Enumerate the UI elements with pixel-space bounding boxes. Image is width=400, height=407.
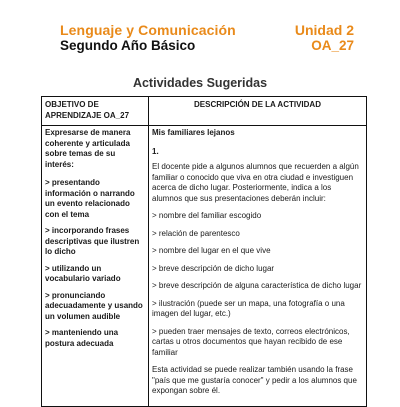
activity-list-item: > breve descripción de alguna característica de dicho lugar	[152, 281, 362, 290]
activity-list-item: > breve descripción de dicho lugar	[152, 263, 275, 273]
activity-column-header: DESCRIPCIÓN DE LA ACTIVIDAD	[149, 97, 367, 126]
objective-item: > pronunciando adecuadamente y usando un volumen audible	[45, 290, 143, 321]
grade-label: Segundo Año Básico	[60, 38, 196, 53]
activity-list-item: > ilustración (puede ser un mapa, una fotografía o una imagen del lugar, etc.)	[152, 298, 345, 318]
objective-item: > manteniendo una postura adecuada	[45, 328, 119, 348]
activity-list-item: > relación de parentesco	[152, 228, 240, 238]
table-header-row	[42, 97, 367, 126]
unit-label: Unidad 2	[294, 22, 354, 38]
activity-paragraph: El docente pide a algunos alumnos que recuerden a algún familiar o conocido que viva en otra ciudad e investiguen acerca de dicho lugar. Posteriormente, indica a los alumnos que sus presentaciones deberán incluir:	[152, 162, 359, 203]
activity-number: 1.	[152, 146, 159, 156]
objective-item: > presentando información o narrando un evento relacionado con el tema	[45, 178, 135, 219]
activity-list-item: > pueden traer mensajes de texto, correos electrónicos, cartas u otros documentos que hayan recibido de ese familiar	[152, 326, 350, 357]
objective-code: OA_27	[311, 38, 354, 53]
document-title: Lenguaje y Comunicación	[60, 22, 236, 38]
activity-list-item: > nombre del lugar en el que vive	[152, 246, 271, 255]
section-title: Actividades Sugeridas	[132, 76, 268, 90]
activities-table	[41, 96, 367, 407]
objective-item: > utilizando un vocabulario variado	[45, 263, 121, 283]
objective-intro: Expresarse de manera coherente y articulada sobre temas de su interés:	[45, 128, 131, 169]
objective-column-header: OBJETIVO DE APRENDIZAJE OA_27	[42, 97, 149, 126]
objective-item: > incorporando frases descriptivas que ilustren lo dicho	[45, 226, 140, 256]
activity-cell	[149, 126, 367, 407]
table-row	[42, 126, 367, 407]
activity-title: Mis familiares lejanos	[152, 128, 235, 137]
activity-list-item: > nombre del familiar escogido	[152, 211, 262, 220]
objective-cell	[42, 126, 149, 407]
activity-paragraph: Esta actividad se puede realizar también usando la frase "país que me gustaría conocer" y pedir a los alumnos que expongan sobre él.	[152, 365, 357, 395]
